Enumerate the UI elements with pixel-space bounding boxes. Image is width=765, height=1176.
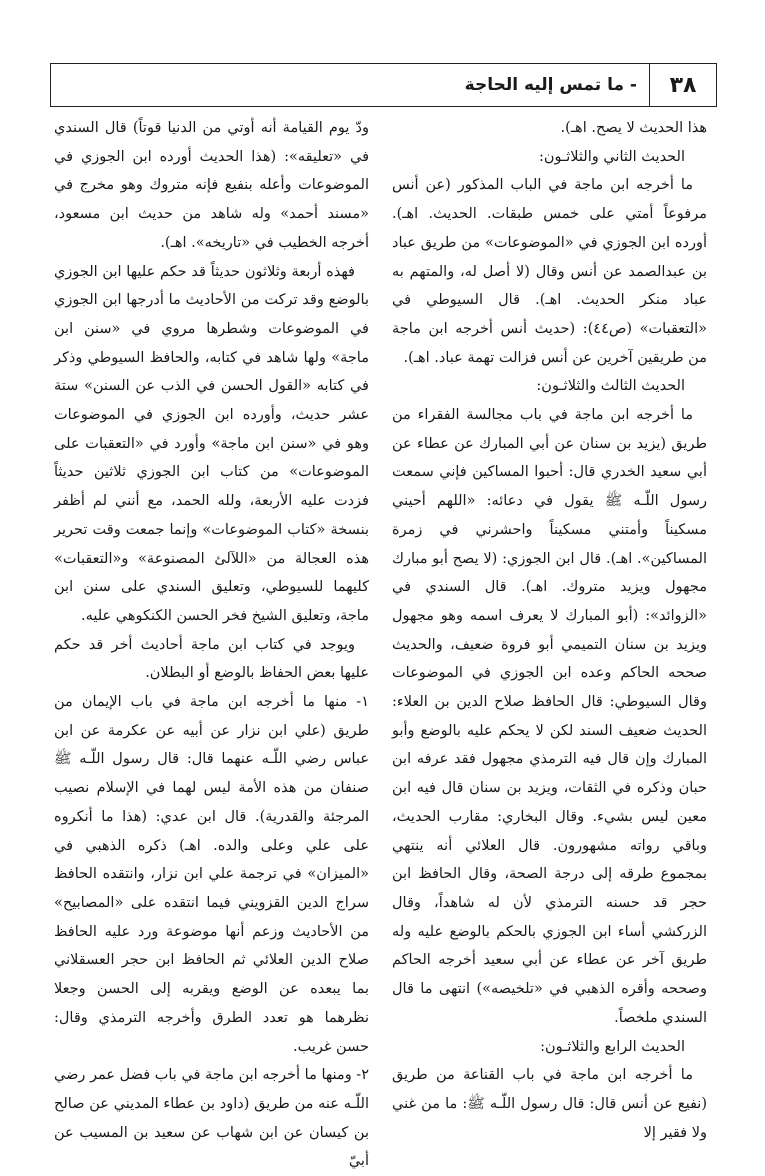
section-heading: الحديث الرابع والثلاثـون:	[540, 1038, 685, 1055]
paragraph: ٢- ومنها ما أخرجه ابن ماجة في باب فضل عمر رضي اللّـه عنه من طريق (داود بن عطاء المديني عن صالح بن كيسان عن ابن شهاب عن سعيد بن المسيب عن أبيّ	[53, 1067, 369, 1170]
section-heading: الحديث الثالث والثلاثـون:	[536, 378, 685, 395]
page-number: ٣٨	[649, 64, 716, 106]
paragraph: فهذه أربعة وثلاثون حديثاً قد حكم عليها ابن الجوزي بالوضع وقد تركت من الأحاديث ما أدرجها ابن الجوزي في الموضوعات وشطرها مروي في «سنن ابن ماجة» ولها شاهد في كتابه، والحافظ السيوطي وذكر في كتابه «القول الحسن في الذب عن السنن» ستة عشر حديث، وأورده ابن الجوزي في الموضوعات وهو في «سنن ابن ماجة» وأورد في «التعقبات على الموضوعات» من كتاب ابن الجوزي ثلاثين حديثاً فزدت عليه الأربعة، ولله الحمد، مع أنني لم أظفر بنسخة «كتاب الموضوعات» وإنما جمعت وقت تحرير هذه العجالة من «اللآلئ المصنوعة» و«التعقبات» كليهما للسيوطي، وتعليق السندي على سنن ابن ماجة، وتعليق الشيخ فخر الحسن الكنكوهي عليه.	[54, 263, 369, 624]
paragraph: ويوجد في كتاب ابن ماجة أحاديث أخر قد حكم عليها بعض الحفاظ بالوضع أو البطلان.	[54, 636, 369, 682]
paragraph: ما أخرجه ابن ماجة في باب مجالسة الفقراء من طريق (يزيد بن سنان عن أبي المبارك عن عطاء عن أبي سعيد الخدري قال: أحبوا المساكين فإني سمعت رسول اللّـه ﷺ يقول في دعائه: «اللهم أحيني مسكيناً وأمتني مسكيناً واحشرني في زمرة المساكين». اهـ). قال ابن الجوزي: (لا يصح أبو مبارك مجهول ويزيد متروك. اهـ). قال السندي في «الزوائد»: (أبو المبارك لا يعرف اسمه وهو مجهول ويزيد بن سنان التميمي أبو فروة ضعيف، والحديث صححه الحاكم وعده ابن الجوزي في الموضوعات وقال السيوطي: قال الحافظ صلاح الدين بن العلاء: الحديث ضعيف السند لكن لا يحكم عليه بالوضع وأبو المبارك وإن قال فيه الترمذي مجهول فقد عرفه ابن حبان وذكره في الثقات، ويزيد بن سنان قال فيه ابن معين ليس بشيء. وقال البخاري: مقارب الحديث، وباقي رواته مشهورون. قال العلائي أنه ينتهي بمجموع طرقه إلى درجة الصحة، وقال الحافظ ابن حجر قد حسنه الترمذي لأن له شاهداً، وقال الزركشي أساء ابن الجوزي بالحكم بالوضع عليه وله طريق آخر عن عطاء عن أبي سعيد أخرجه الحاكم وصححه وأقره الذهبي في «تلخيصه») انتهى ما قال السندي ملخصاً.	[392, 407, 707, 1026]
left-column	[53, 114, 369, 1170]
paragraph: هذا الحديث لا يصح. اهـ).	[560, 120, 707, 136]
paragraph: ١- منها ما أخرجه ابن ماجة في باب الإيمان من طريق (علي ابن نزار عن أبيه عن عكرمة عن ابن عباس رضي اللّـه عنهما قال: قال رسول اللّـه ﷺ صنفان من هذه الأمة ليس لهما في الإسلام نصيب المرجئة والقدرية). قال ابن عدي: (هذا ما أنكروه على علي وعلى والده. اهـ) ذكره الذهبي في «الميزان» في ترجمة علي ابن نزار، وانتقده الحافظ سراج الدين القزويني فيما انتقده على «المصابيح» من الأحاديث وزعم أنها موضوعة ورد عليه الحافظ صلاح الدين العلائي ثم الحافظ ابن حجر العسقلاني بما يبعده عن الوضع ويقربه إلى الحسن وجعلا نظرهما هو تعدد الطرق وأخرجه الترمذي وقال: حسن غريب.	[54, 694, 369, 1055]
paragraph: ما أخرجه ابن ماجة في باب القناعة من طريق (نفيع عن أنس قال: قال رسول اللّـه ﷺ: ما من غني ولا فقير إلا	[392, 1067, 707, 1141]
running-title: - ما تمس إليه الحاجة	[464, 75, 637, 95]
section-heading: الحديث الثاني والثلاثـون:	[538, 148, 685, 165]
right-column	[392, 114, 707, 1141]
paragraph: ما أخرجه ابن ماجة في الباب المذكور (عن أنس مرفوعاً أمتي على خمس طبقات. الحديث. اهـ). أورده ابن الجوزي في «الموضوعات» من طريق عباد بن عبدالصمد عن أنس وقال (لا أصل له، والمتهم به عباد منكر الحديث. اهـ). قال السيوطي في «التعقبات» (ص٤٤): (حديث أنس أخرجه ابن ماجة من طريقين آخرين عن أنس فزالت تهمة عباد. اهـ).	[392, 177, 707, 366]
page-header	[50, 63, 717, 107]
paragraph: ودّ يوم القيامة أنه أوتي من الدنيا قوتاً) قال السندي في «تعليقه»: (هذا الحديث أورده ابن الجوزي في الموضوعات وأعله بنفيع فإنه متروك وهو مخرج في «مسند أحمد» وله شاهد من حديث ابن مسعود، أخرجه الخطيب في «تاريخه». اهـ).	[54, 120, 369, 251]
